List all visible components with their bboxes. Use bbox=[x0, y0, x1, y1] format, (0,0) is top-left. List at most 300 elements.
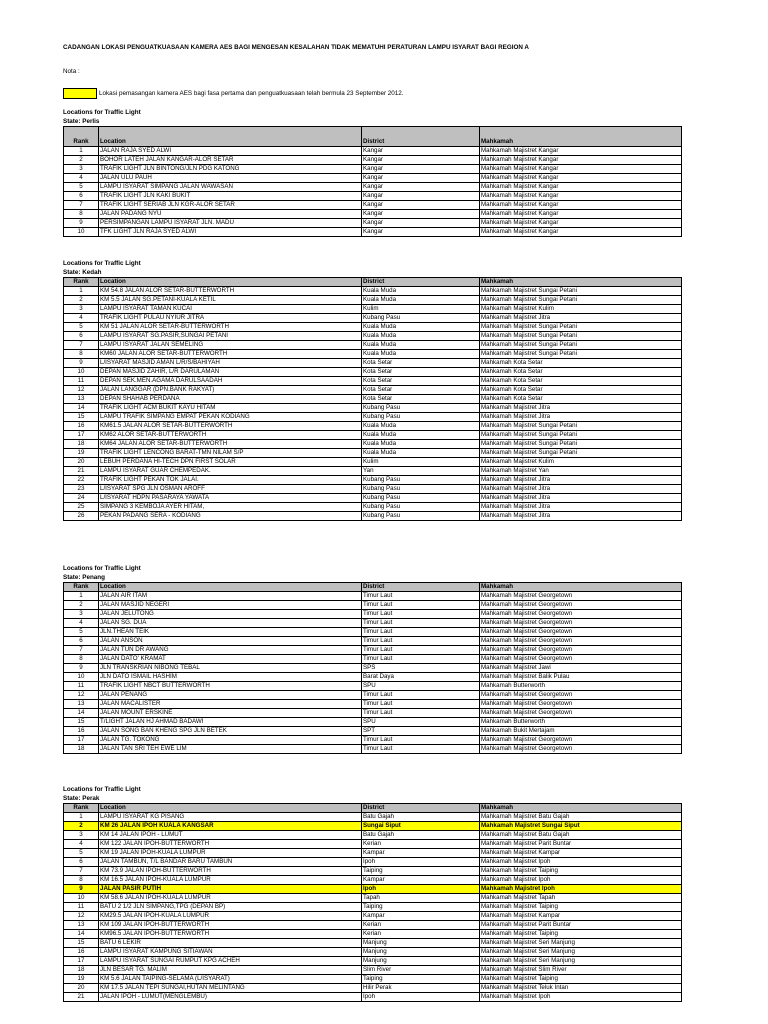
cell-location: KM 16.5 JALAN IPOH-KUALA LUMPUR bbox=[99, 876, 362, 885]
cell-location: LAMPU ISYARAT GUAR CHEMPEDAK. bbox=[99, 467, 362, 476]
cell-rank: 2 bbox=[64, 822, 99, 831]
cell-mahkamah: Mahkamah Majistret Jitra bbox=[480, 494, 682, 503]
header-row bbox=[64, 278, 682, 287]
cell-district: Kangar bbox=[362, 228, 480, 237]
table-row bbox=[64, 287, 682, 296]
cell-district: Timur Laut bbox=[362, 745, 480, 754]
cell-rank: 12 bbox=[64, 691, 99, 700]
cell-mahkamah: Mahkamah Majistret Teluk Intan bbox=[480, 984, 682, 993]
cell-district: Kota Setar bbox=[362, 368, 480, 377]
cell-location: DEPAN MASJID ZAHIR, L/R DARULAMAN bbox=[99, 368, 362, 377]
table-row bbox=[64, 395, 682, 404]
cell-rank: 13 bbox=[64, 700, 99, 709]
table-row bbox=[64, 700, 682, 709]
cell-location: TRAFIK LIGHT JLN BINTONG/JLN PDG KATONG bbox=[99, 165, 362, 174]
cell-rank: 22 bbox=[64, 476, 99, 485]
cell-district: Kuala Muda bbox=[362, 341, 480, 350]
cell-district: Kota Setar bbox=[362, 377, 480, 386]
cell-location: KM 109 JALAN IPOH-BUTTERWORTH bbox=[99, 921, 362, 930]
cell-district: Manjung bbox=[362, 939, 480, 948]
column-header-location: Location bbox=[99, 127, 362, 147]
cell-mahkamah: Mahkamah Kota Setar bbox=[480, 395, 682, 404]
table-row bbox=[64, 174, 682, 183]
cell-mahkamah: Mahkamah Majistret Jitra bbox=[480, 503, 682, 512]
cell-mahkamah: Mahkamah Majistret Georgetown bbox=[480, 691, 682, 700]
cell-mahkamah: Mahkamah Majistret Jitra bbox=[480, 404, 682, 413]
cell-district: Kuala Muda bbox=[362, 296, 480, 305]
table-row bbox=[64, 183, 682, 192]
cell-rank: 4 bbox=[64, 314, 99, 323]
cell-location: TRAFIK LIGHT PULAU NYIUR JITRA bbox=[99, 314, 362, 323]
cell-mahkamah: Mahkamah Majistret Kangar bbox=[480, 219, 682, 228]
cell-district: Kota Setar bbox=[362, 386, 480, 395]
location-table bbox=[63, 582, 682, 754]
table-row bbox=[64, 957, 682, 966]
cell-rank: 5 bbox=[64, 183, 99, 192]
cell-rank: 20 bbox=[64, 458, 99, 467]
cell-rank: 18 bbox=[64, 440, 99, 449]
cell-mahkamah: Mahkamah Majistret Sungai Petani bbox=[480, 341, 682, 350]
table-row bbox=[64, 485, 682, 494]
cell-mahkamah: Mahkamah Majistret Kangar bbox=[480, 147, 682, 156]
table-row bbox=[64, 341, 682, 350]
header-row bbox=[64, 583, 682, 592]
section-label: Locations for Traffic Light bbox=[63, 565, 141, 572]
cell-location: DEPAN SHAHAB PERDANA bbox=[99, 395, 362, 404]
cell-mahkamah: Mahkamah Majistret Sungai Petani bbox=[480, 287, 682, 296]
table-row bbox=[64, 314, 682, 323]
cell-location: KM61.5 JALAN ALOR SETAR-BUTTERWORTH bbox=[99, 422, 362, 431]
table-row bbox=[64, 673, 682, 682]
cell-mahkamah: Mahkamah Majistret Sungai Petani bbox=[480, 350, 682, 359]
cell-mahkamah: Mahkamah Majistret Kangar bbox=[480, 174, 682, 183]
cell-rank: 1 bbox=[64, 147, 99, 156]
cell-rank: 23 bbox=[64, 485, 99, 494]
cell-mahkamah: Mahkamah Majistret Taiping bbox=[480, 903, 682, 912]
table-row bbox=[64, 691, 682, 700]
cell-district: Kubang Pasu bbox=[362, 314, 480, 323]
table-row bbox=[64, 440, 682, 449]
cell-rank: 5 bbox=[64, 849, 99, 858]
table-row bbox=[64, 332, 682, 341]
cell-mahkamah: Mahkamah Kota Setar bbox=[480, 386, 682, 395]
table-row bbox=[64, 147, 682, 156]
table-row bbox=[64, 305, 682, 314]
cell-rank: 16 bbox=[64, 948, 99, 957]
cell-location: JALAN SONG BAN KHENG SPG JLN BETEK bbox=[99, 727, 362, 736]
cell-rank: 9 bbox=[64, 219, 99, 228]
cell-rank: 16 bbox=[64, 727, 99, 736]
cell-rank: 14 bbox=[64, 404, 99, 413]
location-table bbox=[63, 803, 682, 1002]
table-row bbox=[64, 849, 682, 858]
cell-location: KM 73.9 JALAN IPOH-BUTTERWORTH bbox=[99, 867, 362, 876]
cell-location: BATU 2 1/2 JLN SIMPANG,TPG (DEPAN BP) bbox=[99, 903, 362, 912]
cell-mahkamah: Mahkamah Majistret Parit Buntar bbox=[480, 921, 682, 930]
cell-district: Timur Laut bbox=[362, 619, 480, 628]
cell-location: JALAN TAN SRI TEH EWE LIM bbox=[99, 745, 362, 754]
cell-district: Taiping bbox=[362, 867, 480, 876]
header-row bbox=[64, 804, 682, 813]
cell-rank: 11 bbox=[64, 377, 99, 386]
cell-location: TRAFIK LIGHT PEKAN TOK JALAI. bbox=[99, 476, 362, 485]
table-row bbox=[64, 948, 682, 957]
cell-district: Batu Gajah bbox=[362, 813, 480, 822]
table-row bbox=[64, 404, 682, 413]
cell-location: TRAFIK LIGHT LENCONG BARAT-TMN NILAM S/P bbox=[99, 449, 362, 458]
cell-district: Timur Laut bbox=[362, 736, 480, 745]
cell-location: JALAN DATO' KRAMAT bbox=[99, 655, 362, 664]
cell-district: Kota Setar bbox=[362, 395, 480, 404]
cell-district: Kangar bbox=[362, 201, 480, 210]
cell-rank: 14 bbox=[64, 930, 99, 939]
section-perlis bbox=[63, 108, 681, 237]
section-label: Locations for Traffic Light bbox=[63, 786, 141, 793]
cell-rank: 1 bbox=[64, 592, 99, 601]
cell-rank: 6 bbox=[64, 332, 99, 341]
cell-location: BOHOR LATEH JALAN KANGAR-ALOR SETAR bbox=[99, 156, 362, 165]
cell-mahkamah: Mahkamah Majistret Georgetown bbox=[480, 619, 682, 628]
cell-district: Manjung bbox=[362, 957, 480, 966]
cell-mahkamah: Mahkamah Kota Setar bbox=[480, 377, 682, 386]
cell-mahkamah: Mahkamah Majistret Jitra bbox=[480, 314, 682, 323]
section-kedah bbox=[63, 259, 681, 521]
cell-location: TRAFIK LIGHT SERIAB JLN KGR-ALOR SETAR bbox=[99, 201, 362, 210]
cell-district: Kubang Pasu bbox=[362, 413, 480, 422]
table-row bbox=[64, 512, 682, 521]
cell-location: BATU 6 LEKIR bbox=[99, 939, 362, 948]
cell-district: Barat Daya bbox=[362, 673, 480, 682]
table-row bbox=[64, 646, 682, 655]
cell-mahkamah: Mahkamah Majistret Sungai Petani bbox=[480, 449, 682, 458]
column-header-mahkamah: Mahkamah bbox=[480, 583, 682, 592]
cell-mahkamah: Mahkamah Majistret Georgetown bbox=[480, 592, 682, 601]
cell-district: Kangar bbox=[362, 183, 480, 192]
cell-district: Kampar bbox=[362, 849, 480, 858]
cell-location: KM60 JALAN ALOR SETAR-BUTTERWORTH bbox=[99, 350, 362, 359]
table-row bbox=[64, 637, 682, 646]
table-row bbox=[64, 831, 682, 840]
cell-district: Yan bbox=[362, 467, 480, 476]
cell-district: Kampar bbox=[362, 912, 480, 921]
table-row bbox=[64, 885, 682, 894]
cell-location: L/ISYARAT MASJID AMAN L/R/S/BAHIYAH bbox=[99, 359, 362, 368]
cell-location: KM 14 JALAN IPOH - LUMUT bbox=[99, 831, 362, 840]
cell-mahkamah: Mahkamah Majistret Sungai Petani bbox=[480, 323, 682, 332]
cell-location: JALAN TAMBUN, T/L BANDAR BARU TAMBUN bbox=[99, 858, 362, 867]
cell-district: SPT bbox=[362, 727, 480, 736]
table-row bbox=[64, 912, 682, 921]
table-row bbox=[64, 619, 682, 628]
cell-rank: 4 bbox=[64, 840, 99, 849]
cell-district: Kubang Pasu bbox=[362, 512, 480, 521]
cell-mahkamah: Mahkamah Majistret Jitra bbox=[480, 485, 682, 494]
cell-rank: 4 bbox=[64, 619, 99, 628]
cell-district: Timur Laut bbox=[362, 646, 480, 655]
cell-rank: 8 bbox=[64, 655, 99, 664]
cell-mahkamah: Mahkamah Majistret Georgetown bbox=[480, 709, 682, 718]
cell-rank: 6 bbox=[64, 192, 99, 201]
cell-rank: 19 bbox=[64, 449, 99, 458]
cell-mahkamah: Mahkamah Majistret Kulim bbox=[480, 305, 682, 314]
section-label: Locations for Traffic Light bbox=[63, 109, 141, 116]
table-row bbox=[64, 377, 682, 386]
cell-district: Kangar bbox=[362, 192, 480, 201]
cell-mahkamah: Mahkamah Majistret Kangar bbox=[480, 228, 682, 237]
cell-location: KM 122 JALAN IPOH-BUTTERWORTH bbox=[99, 840, 362, 849]
cell-district: Kerian bbox=[362, 840, 480, 849]
table-row bbox=[64, 422, 682, 431]
cell-district: Kerian bbox=[362, 930, 480, 939]
cell-location: KM29.5 JALAN IPOH-KUALA LUMPUR bbox=[99, 912, 362, 921]
cell-mahkamah: Mahkamah Majistret Seri Manjung bbox=[480, 948, 682, 957]
cell-location: TRAFIK LIGHT ACM BUKIT KAYU HITAM bbox=[99, 404, 362, 413]
cell-location: TFK LIGHT JLN RAJA SYED ALWI bbox=[99, 228, 362, 237]
cell-district: Tapah bbox=[362, 894, 480, 903]
cell-rank: 17 bbox=[64, 957, 99, 966]
cell-mahkamah: Mahkamah Majistret Georgetown bbox=[480, 601, 682, 610]
cell-mahkamah: Mahkamah Majistret Sungai Petani bbox=[480, 431, 682, 440]
cell-rank: 11 bbox=[64, 682, 99, 691]
table-row bbox=[64, 903, 682, 912]
cell-district: Kuala Muda bbox=[362, 449, 480, 458]
cell-location: L/ISYARAT HDPN PASARAYA YAWATA bbox=[99, 494, 362, 503]
table-row bbox=[64, 210, 682, 219]
cell-mahkamah: Mahkamah Majistret Jitra bbox=[480, 413, 682, 422]
table-row bbox=[64, 592, 682, 601]
cell-mahkamah: Mahkamah Majistret Sungai Petani bbox=[480, 440, 682, 449]
table-row bbox=[64, 467, 682, 476]
cell-rank: 9 bbox=[64, 885, 99, 894]
cell-mahkamah: Mahkamah Majistret Parit Buntar bbox=[480, 840, 682, 849]
table-row bbox=[64, 876, 682, 885]
cell-mahkamah: Mahkamah Majistret Georgetown bbox=[480, 655, 682, 664]
table-row bbox=[64, 610, 682, 619]
cell-district: Ipoh bbox=[362, 885, 480, 894]
cell-rank: 18 bbox=[64, 966, 99, 975]
cell-district: Kuala Muda bbox=[362, 431, 480, 440]
cell-district: Kuala Muda bbox=[362, 287, 480, 296]
cell-district: SPS bbox=[362, 664, 480, 673]
cell-location: LAMPU ISYARAT SIMPANG JALAN WAWASAN bbox=[99, 183, 362, 192]
cell-district: Timur Laut bbox=[362, 637, 480, 646]
cell-rank: 7 bbox=[64, 646, 99, 655]
cell-location: LAMPU ISYARAT KG PISANG bbox=[99, 813, 362, 822]
cell-rank: 11 bbox=[64, 903, 99, 912]
cell-rank: 17 bbox=[64, 736, 99, 745]
cell-location: JLN BESAR TG. MALIM bbox=[99, 966, 362, 975]
table-row bbox=[64, 822, 682, 831]
cell-mahkamah: Mahkamah Kota Setar bbox=[480, 359, 682, 368]
cell-mahkamah: Mahkamah Majistret Slim River bbox=[480, 966, 682, 975]
cell-mahkamah: Mahkamah Majistret Taiping bbox=[480, 975, 682, 984]
cell-location: JALAN AIR ITAM bbox=[99, 592, 362, 601]
table-row bbox=[64, 156, 682, 165]
cell-mahkamah: Mahkamah Majistret Kangar bbox=[480, 201, 682, 210]
cell-mahkamah: Mahkamah Majistret Ipoh bbox=[480, 885, 682, 894]
cell-rank: 3 bbox=[64, 831, 99, 840]
cell-location: PEKAN PADANG SERA - KODIANG bbox=[99, 512, 362, 521]
cell-rank: 7 bbox=[64, 867, 99, 876]
table-row bbox=[64, 966, 682, 975]
cell-location: JLN TRANSKRIAN NIBONG TEBAL bbox=[99, 664, 362, 673]
cell-district: Batu Gajah bbox=[362, 831, 480, 840]
column-header-rank: Rank bbox=[64, 278, 99, 287]
column-header-mahkamah: Mahkamah bbox=[480, 278, 682, 287]
table-row bbox=[64, 984, 682, 993]
cell-district: Timur Laut bbox=[362, 601, 480, 610]
column-header-district: District bbox=[362, 278, 480, 287]
cell-mahkamah: Mahkamah Majistret Georgetown bbox=[480, 628, 682, 637]
document-title: CADANGAN LOKASI PENGUATKUASAAN KAMERA AES BAGI MENGESAN KESALAHAN TIDAK MEMATUHI PERATURAN LAMPU ISYARAT BAGI REGION A bbox=[63, 44, 529, 51]
cell-location: KM 51 JALAN ALOR SETAR-BUTTERWORTH bbox=[99, 323, 362, 332]
cell-district: Kuala Muda bbox=[362, 440, 480, 449]
column-header-rank: Rank bbox=[64, 583, 99, 592]
table-row bbox=[64, 201, 682, 210]
table-row bbox=[64, 894, 682, 903]
cell-rank: 12 bbox=[64, 912, 99, 921]
cell-location: JALAN MASJID NEGERI bbox=[99, 601, 362, 610]
column-header-rank: Rank bbox=[64, 804, 99, 813]
cell-location: KM62 ALOR SETAR-BUTTERWORTH bbox=[99, 431, 362, 440]
cell-location: JLN.THEAN TEIK bbox=[99, 628, 362, 637]
table-row bbox=[64, 840, 682, 849]
cell-rank: 15 bbox=[64, 939, 99, 948]
cell-rank: 9 bbox=[64, 359, 99, 368]
cell-location: JALAN IPOH - LUMUT(MENGLEMBU) bbox=[99, 993, 362, 1002]
table-row bbox=[64, 601, 682, 610]
cell-location: L/ISYARAT SPG JLN OSMAN AROFF bbox=[99, 485, 362, 494]
cell-rank: 1 bbox=[64, 287, 99, 296]
cell-location: LAMPU ISYARAT SG.PASIR,SUNGAI PETANI bbox=[99, 332, 362, 341]
cell-location: JALAN TG. TOKONG bbox=[99, 736, 362, 745]
cell-mahkamah: Mahkamah Majistret Yan bbox=[480, 467, 682, 476]
cell-district: Taiping bbox=[362, 903, 480, 912]
cell-location: PERSIMPANGAN LAMPU ISYARAT JLN. MADU bbox=[99, 219, 362, 228]
table-row bbox=[64, 727, 682, 736]
cell-mahkamah: Mahkamah Majistret Taiping bbox=[480, 867, 682, 876]
cell-rank: 2 bbox=[64, 156, 99, 165]
cell-rank: 4 bbox=[64, 174, 99, 183]
cell-rank: 12 bbox=[64, 386, 99, 395]
cell-location: JALAN TUN DR AWANG bbox=[99, 646, 362, 655]
table-row bbox=[64, 975, 682, 984]
column-header-location: Location bbox=[99, 278, 362, 287]
cell-rank: 15 bbox=[64, 718, 99, 727]
cell-district: Kubang Pasu bbox=[362, 404, 480, 413]
section-label: Locations for Traffic Light bbox=[63, 260, 141, 267]
cell-rank: 10 bbox=[64, 228, 99, 237]
cell-mahkamah: Mahkamah Majistret Georgetown bbox=[480, 736, 682, 745]
cell-mahkamah: Mahkamah Majistret Sungai Petani bbox=[480, 422, 682, 431]
cell-rank: 14 bbox=[64, 709, 99, 718]
cell-mahkamah: Mahkamah Kota Setar bbox=[480, 368, 682, 377]
cell-rank: 16 bbox=[64, 422, 99, 431]
table-row bbox=[64, 431, 682, 440]
cell-district: Kangar bbox=[362, 156, 480, 165]
cell-district: Kubang Pasu bbox=[362, 476, 480, 485]
cell-rank: 8 bbox=[64, 350, 99, 359]
cell-district: Timur Laut bbox=[362, 655, 480, 664]
cell-district: Kampar bbox=[362, 876, 480, 885]
table-row bbox=[64, 939, 682, 948]
cell-rank: 2 bbox=[64, 296, 99, 305]
cell-rank: 19 bbox=[64, 975, 99, 984]
cell-location: JALAN PASIR PUTIH bbox=[99, 885, 362, 894]
cell-mahkamah: Mahkamah Majistret Kangar bbox=[480, 192, 682, 201]
cell-rank: 5 bbox=[64, 323, 99, 332]
cell-mahkamah: Mahkamah Majistret Kangar bbox=[480, 156, 682, 165]
cell-location: DEPAN SEK.MEN.AGAMA DARULSAADAH bbox=[99, 377, 362, 386]
highlight-swatch bbox=[63, 88, 97, 99]
table-row bbox=[64, 664, 682, 673]
cell-mahkamah: Mahkamah Bukit Mertajam bbox=[480, 727, 682, 736]
cell-district: Kangar bbox=[362, 174, 480, 183]
cell-mahkamah: Mahkamah Majistret Taiping bbox=[480, 930, 682, 939]
column-header-mahkamah: Mahkamah bbox=[480, 804, 682, 813]
cell-location: LAMPU ISYARAT JALAN SEMELING bbox=[99, 341, 362, 350]
cell-district: Slim River bbox=[362, 966, 480, 975]
cell-rank: 13 bbox=[64, 395, 99, 404]
cell-location: KM 17.5 JALAN TEPI SUNGAI,HUTAN MELINTANG bbox=[99, 984, 362, 993]
cell-location: JALAN JELUTONG bbox=[99, 610, 362, 619]
cell-mahkamah: Mahkamah Majistret Sungai Petani bbox=[480, 296, 682, 305]
cell-rank: 18 bbox=[64, 745, 99, 754]
cell-location: KM 5.5 JALAN SG.PETANI-KUALA KETIL bbox=[99, 296, 362, 305]
cell-mahkamah: Mahkamah Majistret Ipoh bbox=[480, 858, 682, 867]
cell-rank: 17 bbox=[64, 431, 99, 440]
cell-location: LAMPU ISYARAT TAMAN KUCAI bbox=[99, 305, 362, 314]
cell-mahkamah: Mahkamah Majistret Batu Gajah bbox=[480, 831, 682, 840]
table-row bbox=[64, 386, 682, 395]
table-row bbox=[64, 858, 682, 867]
cell-district: Timur Laut bbox=[362, 628, 480, 637]
cell-mahkamah: Mahkamah Majistret Georgetown bbox=[480, 637, 682, 646]
cell-location: TRAFIK LIGHT JLN KAKI BUKIT bbox=[99, 192, 362, 201]
table-row bbox=[64, 219, 682, 228]
table-row bbox=[64, 350, 682, 359]
column-header-location: Location bbox=[99, 583, 362, 592]
table-row bbox=[64, 359, 682, 368]
table-row bbox=[64, 813, 682, 822]
cell-mahkamah: Mahkamah Majistret Jawi bbox=[480, 664, 682, 673]
cell-rank: 26 bbox=[64, 512, 99, 521]
cell-mahkamah: Mahkamah Majistret Ipoh bbox=[480, 876, 682, 885]
cell-location: KM 19 JALAN IPOH-KUALA LUMPUR bbox=[99, 849, 362, 858]
table-row bbox=[64, 323, 682, 332]
cell-location: JALAN ULU PAUH bbox=[99, 174, 362, 183]
cell-district: SPU bbox=[362, 682, 480, 691]
cell-rank: 10 bbox=[64, 368, 99, 377]
cell-mahkamah: Mahkamah Majistret Kangar bbox=[480, 183, 682, 192]
cell-location: SIMPANG 3 KEMBOJA AYER HITAM, bbox=[99, 503, 362, 512]
cell-location: T/LIGHT JALAN HJ AHMAD BADAWI bbox=[99, 718, 362, 727]
cell-location: JLN DATO ISMAIL HASHIM bbox=[99, 673, 362, 682]
cell-location: KM64 JALAN ALOR SETAR-BUTTERWORTH bbox=[99, 440, 362, 449]
cell-mahkamah: Mahkamah Majistret Seri Manjung bbox=[480, 939, 682, 948]
cell-district: Timur Laut bbox=[362, 610, 480, 619]
cell-rank: 21 bbox=[64, 993, 99, 1002]
cell-location: JALAN SG. DUA bbox=[99, 619, 362, 628]
cell-location: LAMPU TRAFIK SIMPANG EMPAT PEKAN KODIANG bbox=[99, 413, 362, 422]
cell-rank: 6 bbox=[64, 637, 99, 646]
nota-label: Nota : bbox=[63, 68, 80, 75]
cell-mahkamah: Mahkamah Majistret Tapah bbox=[480, 894, 682, 903]
cell-rank: 20 bbox=[64, 984, 99, 993]
cell-district: Timur Laut bbox=[362, 709, 480, 718]
cell-mahkamah: Mahkamah Majistret Georgetown bbox=[480, 745, 682, 754]
cell-location: JALAN PENANG bbox=[99, 691, 362, 700]
